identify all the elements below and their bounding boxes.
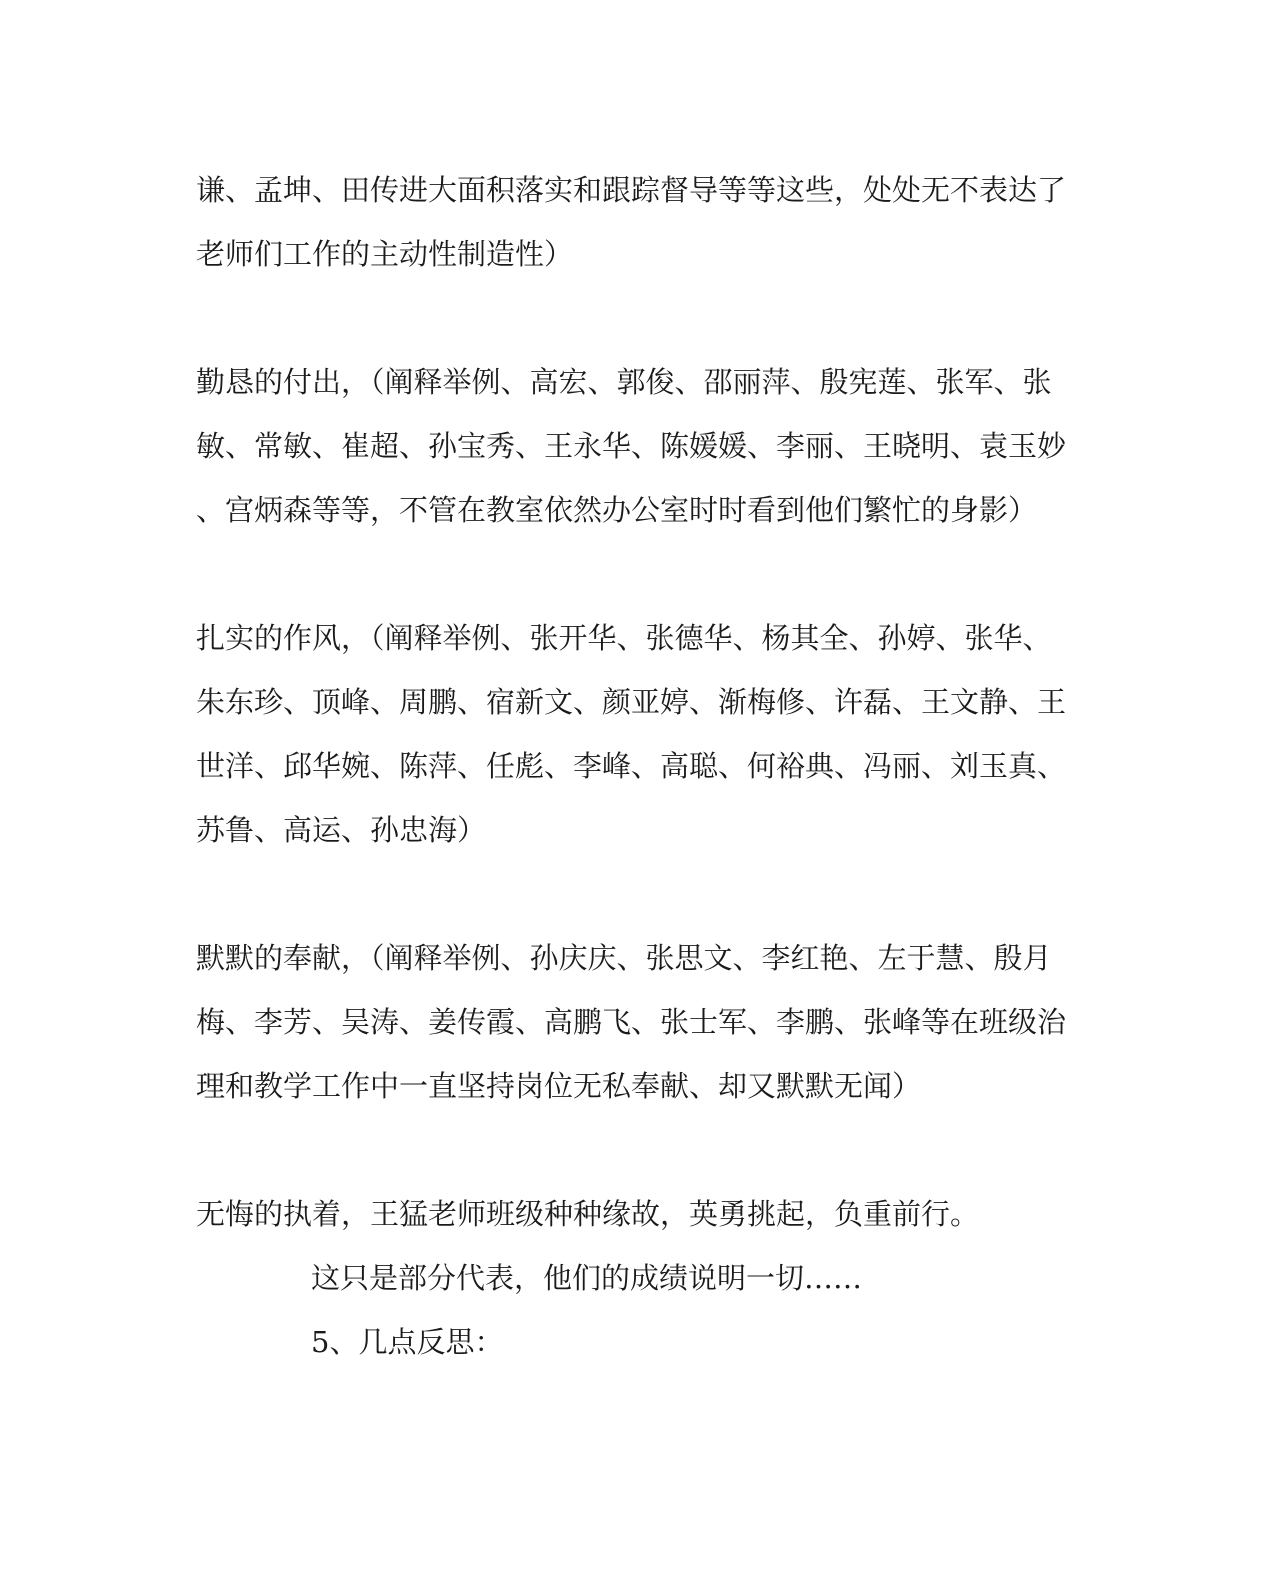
text-line: 梅、李芳、吴涛、姜传霞、高鹏飞、张士军、李鹏、张峰等在班级治 — [196, 1005, 1067, 1039]
text-line: 无悔的执着，王猛老师班级种种缘故，英勇挑起，负重前行。 — [196, 1197, 980, 1231]
text-line: 敏、常敏、崔超、孙宝秀、王永华、陈媛媛、李丽、王晓明、袁玉妙 — [196, 429, 1067, 463]
text-line: 理和教学工作中一直坚持岗位无私奉献、却又默默无闻） — [196, 1069, 922, 1103]
section-heading: 5、几点反思： — [311, 1325, 504, 1359]
text-line: 、宫炳森等等，不管在教室依然办公室时时看到他们繁忙的身影） — [196, 493, 1038, 527]
text-line: 老师们工作的主动性制造性） — [196, 237, 574, 271]
text-line: 谦、孟坤、田传进大面积落实和跟踪督导等等这些，处处无不表达了 — [196, 173, 1067, 207]
text-line: 默默的奉献，（阐释举例、孙庆庆、张思文、李红艳、左于慧、殷月 — [196, 941, 1052, 975]
text-line: 朱东珍、顶峰、周鹏、宿新文、颜亚婷、渐梅修、许磊、王文静、王 — [196, 685, 1067, 719]
text-line: 苏鲁、高运、孙忠海） — [196, 813, 487, 847]
text-line: 扎实的作风，（阐释举例、张开华、张德华、杨其全、孙婷、张华、 — [196, 621, 1052, 655]
text-line: 这只是部分代表，他们的成绩说明一切…… — [311, 1261, 863, 1295]
text-line: 勤恳的付出，（阐释举例、高宏、郭俊、邵丽萍、殷宪莲、张军、张 — [196, 365, 1052, 399]
text-line: 世洋、邱华婉、陈萍、任彪、李峰、高聪、何裕典、冯丽、刘玉真、 — [196, 749, 1067, 783]
